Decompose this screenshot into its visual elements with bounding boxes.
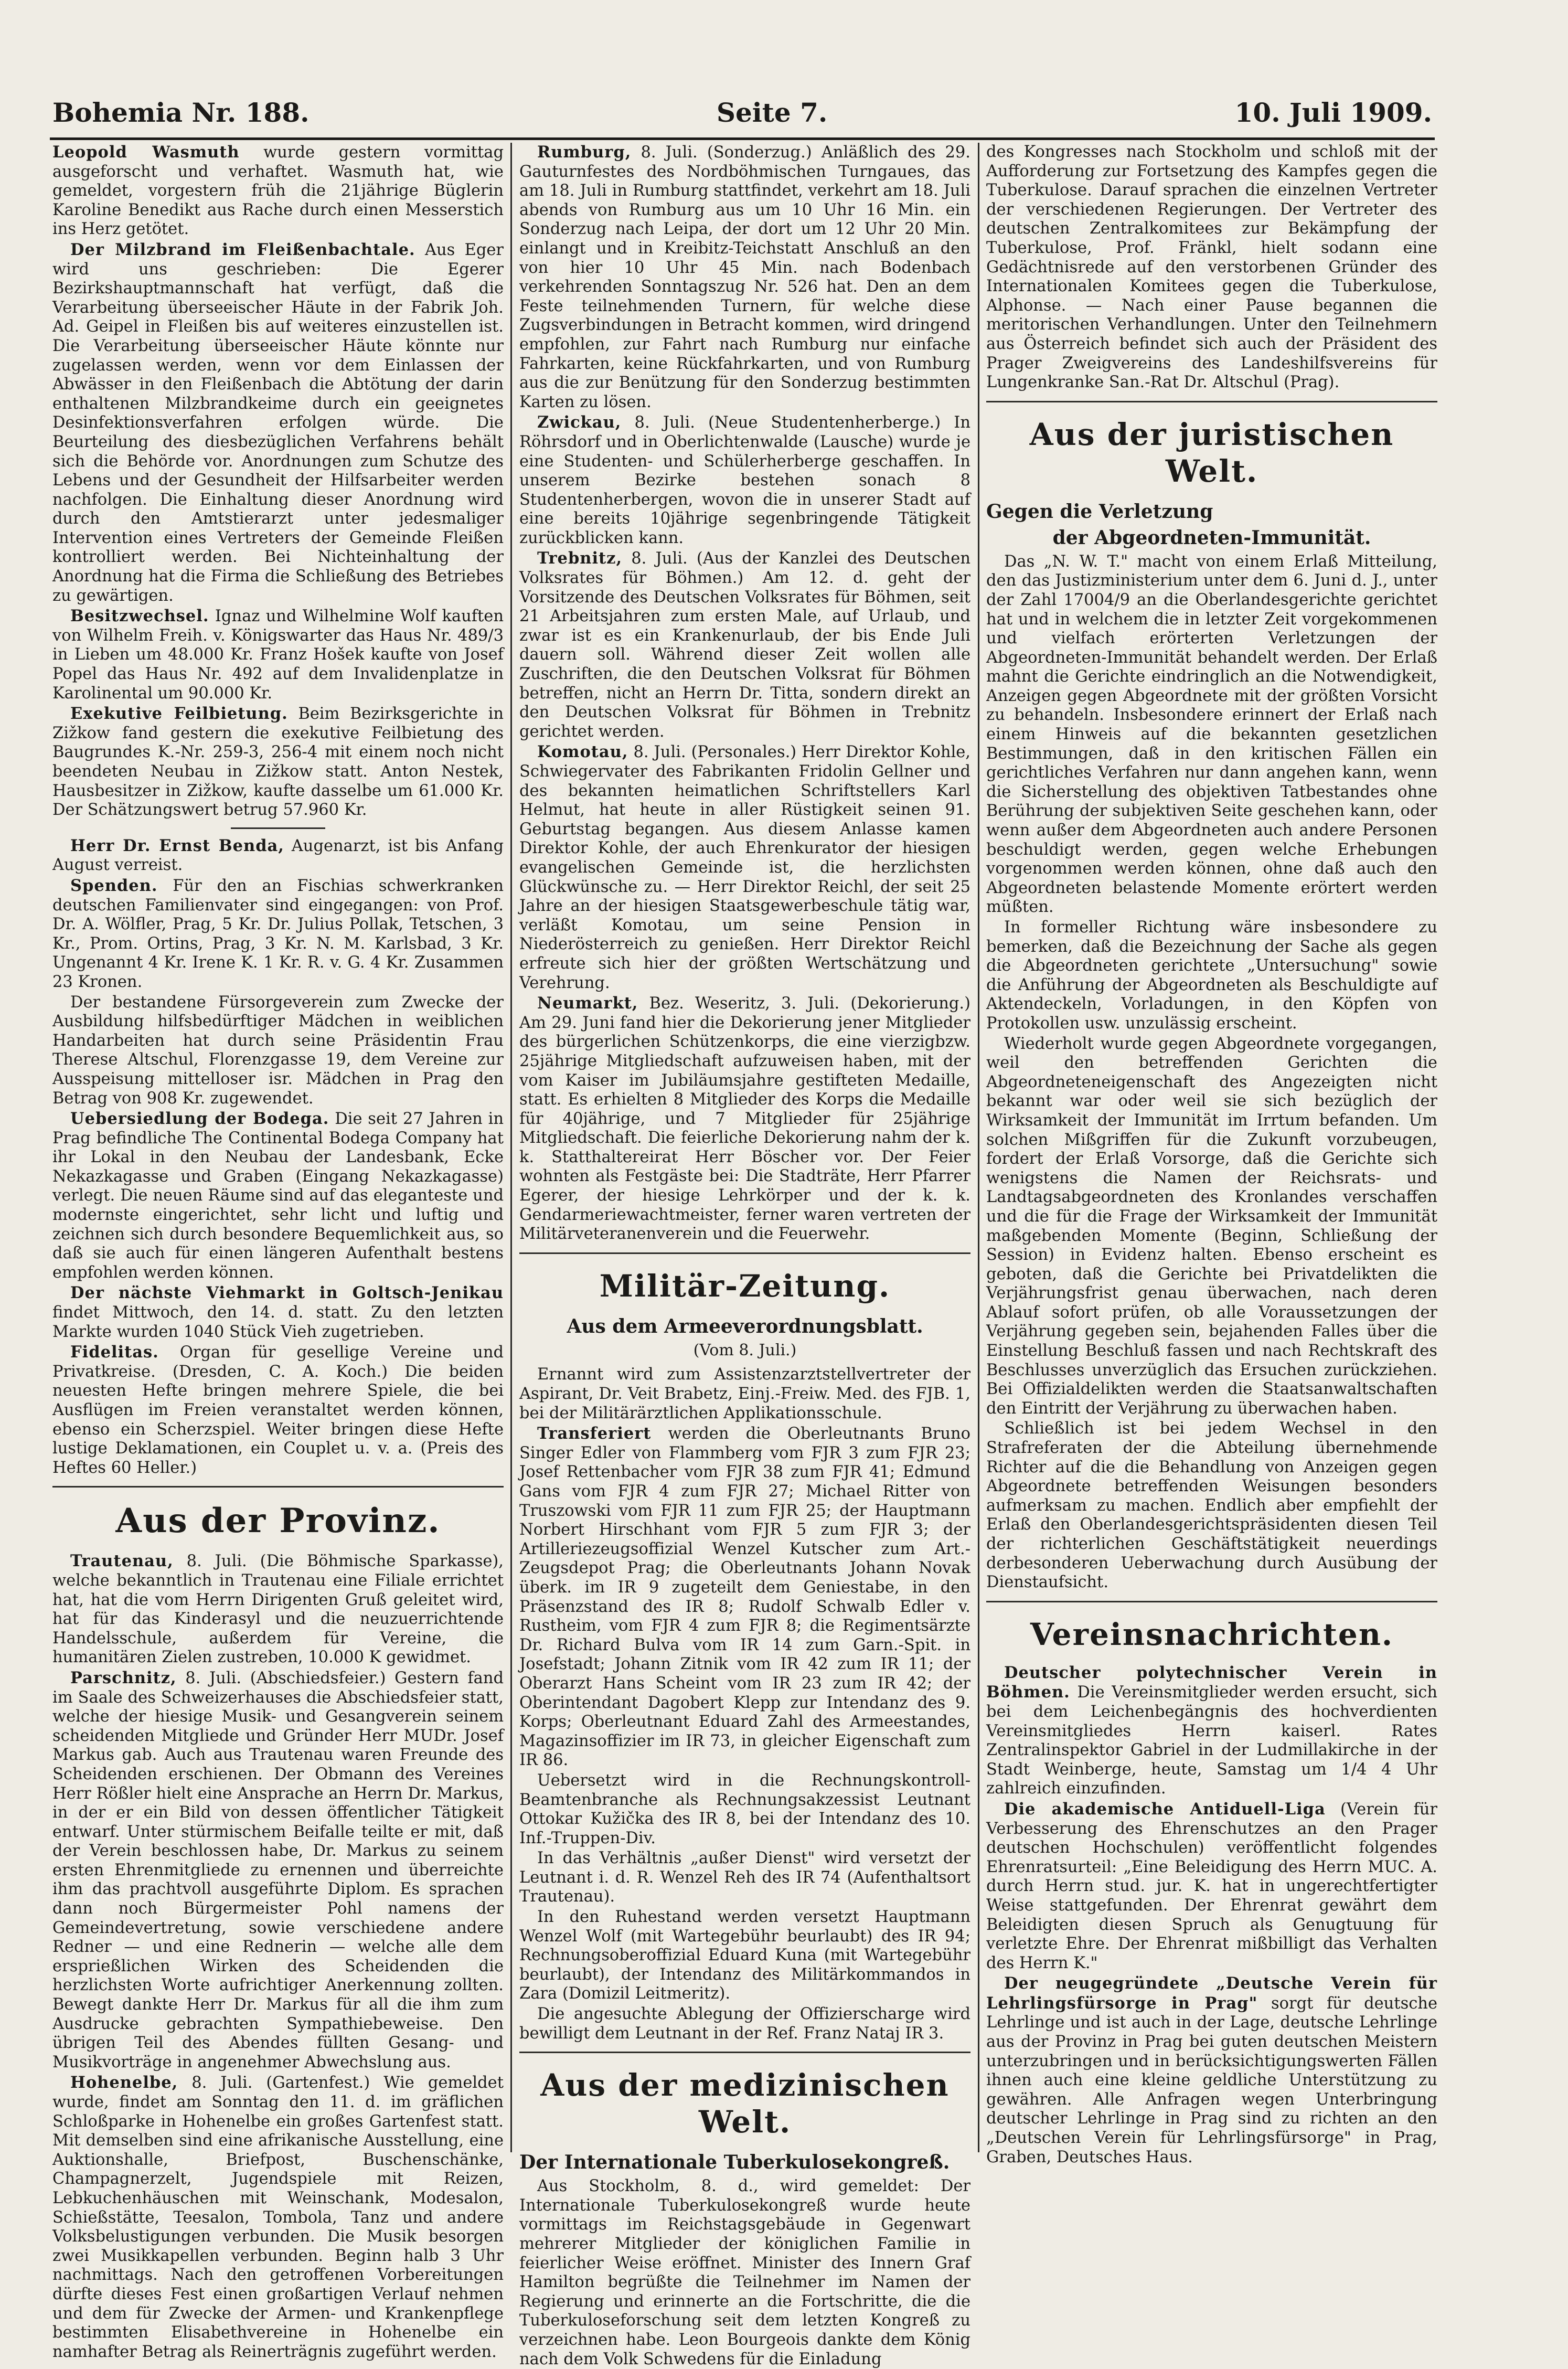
article [52,1343,504,1478]
article-text: Uebersetzt wird in die Rechnungskontroll-Beamtenbranche als Rechnungsakzessist Leutnant Ottokar Kužička des IR 8, bei der Intendanz des 10. Inf.-Truppen-Div. [519,1771,970,1847]
divider [231,827,325,829]
article-lead: Besitzwechsel. [70,607,209,626]
article [52,2073,504,2362]
article-text: Der bestandene Fürsorgeverein zum Zwecke der Ausbildung hilfsbedürftiger Mädchen in weiblichen Handarbeiten hat durch seine Präsidentin Frau Therese Altschul, Florenzgasse 19, dem Vereine zur Ausspeisung mittelloser isr. Mädchen in Prag den Betrag von 908 Kr. zugewendet. [52,993,504,1108]
article-text: Aus Eger wird uns geschrieben: Die Egerer Bezirkshauptmannschaft hat verfügt, daß die Verarbeitung überseeischer Häute in der Fabrik Joh. Ad. Geipel in Fleißen bis auf weiteres einzustellen ist. Die Verarbeitung überseeischer Häute könnte nur zugelassen werden, wenn vor dem Einlassen der Abwässer in den Fleißenbach die Abtötung der darin enthaltenen Milzbrandkeime durch ein geeignetes Desinfektionsverfahren erfolgen würde. Die Beurteilung des diesbezüglichen Verfahrens behält sich die Behörde vor. Anordnungen zum Schutze des Lebens und der Gesundheit der Hilfsarbeiter werden nachfolgen. Die Einhaltung dieser Anordnung wird durch den Amtstierarzt unter jedesmaliger Intervention eines Vertreters der Gemeinde Fleißen kontrolliert werden. Bei Nichteinhaltung der Anordnung hat die Firma die Schließung des Betriebes zu gewärtigen. [52,240,504,605]
article [52,993,504,1109]
article-text: 8. Juli. (Neue Studentenherberge.) In Röhrsdorf und in Oberlichtenwalde (Lausche) wurde je eine Studenten- und Schülerherberge geschaffen. In unserem Bezirke bestehen sonach 8 Studentenherbergen, wovon die in unserer Stadt auf eine bereits 10jährige segenbringende Tätigkeit zurückblicken kann. [519,413,970,547]
header-rule [50,137,1435,140]
article-text: Die angesuchte Ablegung der Offizierscharge wird bewilligt dem Leutnant in der Ref. Franz Nataj IR 3. [519,2005,970,2043]
article-text: 8. Juli. (Aus der Kanzlei des Deutschen Volksrates für Böhmen.) Am 12. d. geht der Vorsitzende des Deutschen Volksrates für Böhmen, seit 21 Arbeitsjahren zum ersten Male, auf Urlaub, und zwar ist es ein Krankenurlaub, der bis Ende Juli dauern soll. Während dieser Zeit wollen alle Zuschriften, die den Deutschen Volksrat für Böhmen betreffen, nicht an Herrn Dr. Titta, sondern direkt an den Deutschen Volksrat für Böhmen in Trebnitz gerichtet werden. [519,549,970,741]
article-lead: Fidelitas. [70,1343,159,1362]
article [986,553,1437,917]
article [519,1424,970,1770]
article-text: Organ für gesellige Vereine und Privatkreise. (Dresden, C. A. Koch.) Die beiden neuesten Hefte bringen mehrere Spiele, die bei Ausflügen im Freien veranstaltet werden können, ebenso ein Scherzspiel. Weiter bringen diese Hefte lustige Deklamationen, ein Couplet u. v. a. (Preis des Heftes 60 Heller.) [52,1343,504,1477]
article-text: 8. Juli. (Die Böhmische Sparkasse), welche bekanntlich in Trautenau eine Filiale errichtet hat, hat die vom Herrn Dirigenten Gruß geleitet wird, hat für das Kinderasyl und die neuzuerrichtende Handelsschule, außerdem für Vereine, die humanitären Zielen zustreben, 10.000 K gewidmet. [52,1552,504,1667]
article [519,2177,970,2369]
article-text: sorgt für deutsche Lehrlinge und ist auch in der Lage, deutsche Lehrlinge aus der Provinz in Prag bei guten deutschen Meistern unterzubringen und in berücksichtigungswerten Fällen ihnen auch eine kleine geldliche Unterstützung zu gewähren. Alle Anfragen wegen Unterbringung deutscher Lehrlinge in Prag sind zu richten an den „Deutschen Verein für Lehrlingsfürsorge" in Prag, Graben, Deutsches Haus. [986,1994,1437,2166]
article-text: Beim Bezirksgerichte in Zižkow fand gestern die exekutive Feilbietung des Baugrundes K.-Nr. 259-3, 256-4 mit einem noch nicht beendeten Neubau in Zižkow statt. Anton Nestek, Hausbesitzer in Zižkow, kaufte dasselbe um 61.000 Kr. Der Schätzungswert betrug 57.960 Kr. [52,705,504,820]
article-text: In den Ruhestand werden versetzt Hauptmann Wenzel Wolf (mit Wartegebühr beurlaubt) des IR 94; Rechnungsoberoffizial Eduard Kuna (mit Wartegebühr beurlaubt), der Intendanz des Militärkommandos in Zara (Domizil Leitmeritz). [519,1908,970,2003]
article [986,1800,1437,1973]
subheading: Gegen die Verletzung [986,500,1213,523]
article [519,1771,970,1848]
article [52,240,504,605]
article-lead: Transferiert [537,1424,652,1443]
article-text: des Kongresses nach Stockholm und schloß mit der Aufforderung zur Fortsetzung des Kampfes gegen die Tuberkulose. Darauf sprachen die einzelnen Vertreter der verschiedenen Regierungen. Der Vertreter des deutschen Zentralkomitees zur Bekämpfung der Tuberkulose, Prof. Fränkl, hielt sodann eine Gedächtnisrede auf den verstorbenen Gründer des Internationalen Komitees gegen die Tuberkulose, Alphonse. — Nach einer Pause begannen die meritorischen Verhandlungen. Unter den Teilnehmern aus Österreich befindet sich auch der Präsident des Prager Zweigvereins des Landeshilfsvereins für Lungenkranke San.-Rat Dr. Altschul (Prag). [986,143,1437,392]
article-lead: Die akademische Antiduell-Liga [1004,1799,1326,1819]
article-text: Wiederholt wurde gegen Abgeordnete vorgegangen, weil den betreffenden Gerichten die Abgeordneteneigenschaft des Angezeigten nicht bekannt war oder weil sie sich bezüglich der Wirksamkeit der Immunität im Irrtum befanden. Um solchen Mißgriffen für die Zukunft vorzubeugen, fordert der Erlaß Vorsorge, daß die Gerichte sich wenigstens die Namen der Reichsrats- und Landtagsabgeordneten des Kronlandes verschaffen und die für die Frage der Wirksamkeit der Immunität maßgebenden Momente (Beginn, Schließung der Session) in Evidenz halten. Ebenso erscheint es geboten, daß die Gerichte bei Privatdelikten die Verjährungsfrist genau überwachen, nach deren Ablauf sofort prüfen, ob alle Voraussetzungen der Verjährung gegeben sein, bejahenden Falles über die Einstellung Beschluß fassen und nach Rechtskraft des Beschlusses unverzüglich das Ersuchen zurückziehen. Bei Offizialdelikten werden die Staatsanwaltschaften den Eintritt der Verjährung zu überwachen haben. [986,1034,1437,1418]
article-lead: Komotau, [537,742,628,762]
article-text: In das Verhältnis „außer Dienst" wird versetzt der Leutnant i. d. R. Wenzel Reh des IR 74 (Aufenthaltsort Trautenau). [519,1849,970,1906]
column-3 [986,143,1437,2166]
section-rule [52,1486,504,1488]
article [986,1663,1437,1799]
article-text: 8. Juli. (Personales.) Herr Direktor Kohle, Schwiegervater des Fabrikanten Fridolin Gellner und des bekannten heimatlichen Schriftstellers Karl Helmut, hat heute in aller Rüstigkeit seinen 91. Geburtstag begangen. Aus diesem Anlasse kamen Direktor Kohle, der auch Ehrenkurator der hiesigen evangelischen Gemeinde ist, die herzlichsten Glückwünsche zu. — Herr Direktor Reichl, der seit 25 Jahre an der hiesigen Staatsgewerbeschule tätig war, verläßt Komotau, um seine Pension in Niederösterreich zu genießen. Herr Direktor Reichl erfreute sich hier der größten Wertschätzung und Verehrung. [519,743,970,992]
article-text: Die Vereinsmitglieder werden ersucht, sich bei dem Leichenbegängnis des hochverdienten Vereinsmitgliedes Herrn kaiserl. Rates Zentralinspektor Gabriel in der Ludmillakirche in der Stadt Weinberge, heute, Samstag um 1/4 4 Uhr zahlreich einzufinden. [986,1683,1437,1798]
article-text: Augenarzt, ist bis Anfang August verreist. [52,836,504,875]
column-2 [519,143,970,2368]
article-lead: Leopold Wasmuth [52,143,240,162]
section-heading: Vereinsnachrichten. [1030,1616,1394,1652]
article-lead: Spenden. [70,876,158,895]
article [519,549,970,741]
article-lead: Uebersiedlung der Bodega. [70,1109,329,1129]
article [986,143,1437,392]
header-date: 10. Juli 1909. [1234,97,1432,128]
article [519,143,970,412]
section-heading: Militär-Zeitung. [599,1268,891,1304]
article [519,742,970,993]
article-text: Bez. Weseritz, 3. Juli. (Dekorierung.) Am 29. Juni fand hier die Dekorierung jener Mitglieder des bürgerlichen Schützenkorps, die eine vierzigbzw. 25jährige Mitgliedschaft aufzuweisen haben, mit der vom Kaiser im Jubiläumsjahre gestifteten Medaille, statt. Es erhielten 8 Mitglieder des Korps die Medaille für 40jährige, und 7 Mitglieder für 25jährige Mitgliedschaft. Die feierliche Dekorierung nahm der k. k. Statthaltereirat Herr Böscher vor. Der Feier wohnten als Festgäste bei: Die Stadträte, Herr Pfarrer Egerer, der hiesige Lehrkörper und der k. k. Gendarmeriewachtmeister, ferner waren vertreten der Militärveteranenverein und die Feuerwehr. [519,994,970,1244]
article-text: (Verein für Verbesserung des Ehrenschutzes an den Prager deutschen Hochschulen) veröffentlicht folgendes Ehrenratsurteil: „Eine Beleidigung des Herrn MUC. A. durch Herrn stud. jur. K. hat in ungerechtfertigter Weise stattgefunden. Der Ehrenrat gewährt dem Beleidigten diesen Spruch als Genugtuung für verletzte Ehre. Der Ehrenrat mißbilligt das Verhalten des Herrn K." [986,1800,1437,1972]
article-text: Aus Stockholm, 8. d., wird gemeldet: Der Internationale Tuberkulosekongreß wurde heute vormittags im Reichstagsgebäude in Gegenwart mehrerer Mitglieder der königlichen Familie in feierlicher Weise eröffnet. Minister des Innern Graf Hamilton begrüßte die Teilnehmer im Namen der Regierung und erinnerte an die Fortschritte, die die Tuberkuloseforschung seit dem letzten Kongreß zu verzeichnen habe. Leon Bourgeois dankte dem König nach dem Volk Schwedens für die Einladung [519,2177,970,2368]
article [519,1908,970,2004]
article [52,607,504,703]
section-rule [519,2052,970,2053]
article-lead: Deutscher polytechnischer Verein in Böhmen. [986,1663,1437,1702]
article [986,1974,1437,2167]
article-lead: Neumarkt, [537,994,638,1013]
subheading-date: (Vom 8. Juli.) [693,1341,797,1359]
column-divider [978,143,979,2152]
subheading: Der Internationale Tuberkulosekongreß. [519,2151,950,2174]
article [52,1669,504,2072]
column-1 [52,143,504,2361]
article-text: Schließlich ist bei jedem Wechsel in den Strafreferaten der die Abteilung übernehmende Richter auf die die Behandlung von Anzeigen gegen Abgeordnete betreffenden Weisungen besonders aufmerksam zu machen. Endlich aber empfiehlt der Erlaß den Oberlandesgerichtspräsidenten diesen Teil der richterlichen Geschäftstätigkeit neuerdings derbesonderen Ueberwachung durch Ausübung der Dienstaufsicht. [986,1419,1437,1592]
article [519,1365,970,1423]
article-lead: Exekutive Feilbietung. [70,704,288,724]
article-text: Die seit 27 Jahren in Prag befindliche The Continental Bodega Company hat ihr Lokal in den Neubau der Landesbank, Ecke Nekazkagasse und Graben (Eingang Nekazkagasse) verlegt. Die neuen Räume sind auf das eleganteste und modernste eingerichtet, sehr licht und luftig und zeichnen sich durch besondere Bequemlichkeit aus, so daß sie auch für einen längeren Aufenthalt bestens empfohlen werden können. [52,1110,504,1282]
article-lead: Der Milzbrand im Fleißenbachtale. [70,240,415,259]
section-heading: Aus der Provinz. [115,1501,441,1541]
article-text: Für den an Fischias schwerkranken deutschen Familienvater sind eingegangen: von Prof. Dr. A. Wölfler, Prag, 5 Kr. Dr. Julius Pollak, Tetschen, 3 Kr., Prom. Ortins, Prag, 3 Kr. N. M. Karlsbad, 3 Kr. Ungenannt 4 Kr. Irene K. 1 Kr. R. v. G. 4 Kr. Zusammen 23 Kronen. [52,876,504,991]
article-lead: Hohenelbe, [70,2073,178,2092]
article-text: Ernannt wird zum Assistenzarztstellvertreter der Aspirant, Dr. Veit Brabetz, Einj.-Freiw. Med. des FJB. 1, bei der Militärärztlichen Applikationsschule. [519,1365,970,1422]
page-header [52,97,1432,128]
article [52,1283,504,1342]
article [519,1849,970,1907]
subheading: Aus dem Armeeverordnungsblatt. [567,1315,923,1337]
article-text: werden die Oberleutnants Bruno Singer Edler von Flammberg vom FJR 3 zum FJR 23; Josef Rettenbacher vom FJR 38 zum FJR 41; Edmund Gans vom FJR 4 zum FJR 27; Michael Ritter von Truszowski vom FJR 11 zum FJR 25; der Hauptmann Norbert Hirschhant vom FJR 5 zum FJR 3; der Artilleriezeugsoffizial Wenzel Kutscher zum Art.-Zeugsdepot Prag; die Oberleutnants Johann Novak überk. im IR 9 zugeteilt dem Geniestabe, in den Präsenzstand des IR 8; Rudolf Schwalb Edler v. Rustheim, vom FJR 4 zum FJR 8; die Regimentsärzte Dr. Richard Bulva vom IR 14 zum Garn.-Spit. in Josefstadt; Johann Zitnik vom IR 42 zum IR 11; der Oberarzt Hans Scheint vom IR 23 zum IR 42; der Oberintendant Dagobert Klepp zur Intendanz des 9. Korps; Oberleutnant Eduard Zahl des Armeestandes, Magazinsoffizier im IR 73, in gleicher Eigenschaft zum IR 86. [519,1425,970,1770]
article-lead: Der nächste Viehmarkt in Goltsch-Jenikau [70,1283,504,1303]
article [52,876,504,992]
article [52,836,504,875]
subheading: der Abgeordneten-Immunität. [1052,526,1371,549]
article-lead: Der neugegründete „Deutsche Verein für Lehrlingsfürsorge in Prag" [986,1974,1437,2013]
section-heading: Aus der juristischen Welt. [1029,416,1394,489]
article-lead: Herr Dr. Ernst Benda, [70,836,284,855]
article-text: 8. Juli. (Sonderzug.) Anläßlich des 29. Gauturnfestes des Nordböhmischen Turngaues, das am 18. Juli in Rumburg stattfindet, verkehrt am 18. Juli abends von Rumburg aus um 10 Uhr 16 Min. ein Sonderzug nach Leipa, der dort um 12 Uhr 20 Min. einlangt und in Kreibitz-Teichstatt Anschluß an den von hier 10 Uhr 45 Min. nach Bodenbach verkehrenden Sonntagszug Nr. 526 hat. Den an dem Feste teilnehmenden Turnern, für welche diese Zugsverbindungen in Betracht kommen, wird dringend empfohlen, zur Fahrt nach Rumburg nur einfache Fahrkarten, keine Rückfahrkarten, und von Rumburg aus die zur Benützung für den Sonderzug bestimmten Karten zu lösen. [519,143,970,411]
article-text: In formeller Richtung wäre insbesondere zu bemerken, daß die Bezeichnung der Sache als gegen die Abgeordneten gerichtete „Untersuchung" sowie die Anführung der Abgeordneten als Beschuldigte auf Aktendeckeln, Vorladungen, in den Köpfen von Protokollen usw. unzulässig erscheint. [986,918,1437,1033]
article-text: findet Mittwoch, den 14. d. statt. Zu den letzten Markte wurden 1040 Stück Vieh zugetrieben. [52,1303,504,1341]
article [52,143,504,239]
article [519,2005,970,2043]
section-rule [986,401,1437,402]
header-page-number: Seite 7. [716,97,828,128]
article-text: wurde gestern vormittag ausgeforscht und verhaftet. Wasmuth hat, wie gemeldet, vorgestern früh die 21jährige Büglerin Karoline Benedikt aus Rache durch einen Messerstich ins Herz getötet. [52,143,504,239]
article-lead: Rumburg, [537,143,632,162]
article [986,918,1437,1034]
article-text: Ignaz und Wilhelmine Wolf kauften von Wilhelm Freih. v. Königswarter das Haus Nr. 489/3 in Lieben um 48.000 Kr. Franz Hošek kaufte von Josef Popel das Haus Nr. 492 auf dem Invalidenplatze in Karolinental um 90.000 Kr. [52,607,504,703]
article [986,1419,1437,1592]
article-lead: Trautenau, [70,1552,174,1571]
article-text: Das „N. W. T." macht von einem Erlaß Mitteilung, den das Justizministerium unter dem 6. Juni d. J., unter der Zahl 17004/9 an die Oberlandesgerichte gerichtet hat und in welchem die in letzter Zeit vorgekommenen und vielfach erörterten Verletzungen der Abgeordneten-Immunität behandelt werden. Der Erlaß mahnt die Gerichte eindringlich an die Notwendigkeit, Anzeigen gegen Abgeordnete mit der größten Vorsicht zu behandeln. Insbesondere erinnert der Erlaß nach einem Hinweis auf die bekannten gesetzlichen Bestimmungen, daß in den kritischen Fällen ein gerichtliches Verfahren nur dann angehen kann, wenn die Sicherstellung des objektiven Tatbestandes ohne Berührung der subjektiven Seite geschehen kann, oder wenn außer dem Abgeordneten auch andere Personen beschuldigt werden, gegen welche Erhebungen vorgenommen werden können, ohne daß auch den Abgeordneten belastende Momente erörtert werden müßten. [986,552,1437,917]
article [519,413,970,548]
article-lead: Trebnitz, [537,549,623,568]
article [986,1035,1437,1419]
article-text: 8. Juli. (Gartenfest.) Wie gemeldet wurde, findet am Sonntag den 11. d. im gräflichen Schloßparke in Hohenelbe ein großes Gartenfest statt. Mit demselben sind eine afrikanische Ausstellung, eine Auktionshalle, Briefpost, Buschenschänke, Champagnerzelt, Jugendspiele mit Reizen, Lebkuchenhäuschen mit Weinschank, Modesalon, Schießstätte, Teesalon, Tombola, Tanz und andere Volksbelustigungen verbunden. Die Musik besorgen zwei Musikkapellen verbunden. Beginn halb 3 Uhr nachmittags. Nach den getroffenen Vorbereitungen dürfte dieses Fest einen großartigen Verlauf nehmen und dem für Zwecke der Armen- und Krankenpflege bestimmten Elisabethvereine in Hohenelbe ein namhafter Betrag als Reinerträgnis zugeführt werden. [52,2074,504,2361]
section-rule [519,1252,970,1254]
section-heading: Aus der medizinischen Welt. [540,2067,950,2140]
header-issue: Bohemia Nr. 188. [52,97,310,128]
section-rule [986,1601,1437,1602]
article [52,704,504,820]
article-lead: Zwickau, [537,413,622,432]
article [519,994,970,1244]
article [52,1109,504,1282]
article-text: 8. Juli. (Abschiedsfeier.) Gestern fand im Saale des Schweizerhauses die Abschiedsfeier statt, welche der hiesige Musik- und Gesangverein seinem scheidenden Mitgliede und Gründer Herr MUDr. Josef Markus gab. Auch aus Trautenau waren Freunde des Scheidenden erschienen. Der Obmann des Vereines Herr Rößler hielt eine Ansprache an Herrn Dr. Markus, in der er ein Bild von dessen öffentlicher Tätigkeit entwarf. Unter stürmischem Beifalle teilte er mit, daß der Verein beschlossen habe, Dr. Markus zu seinem ersten Ehrenmitgliede zu ernennen und überreichte ihm das prachtvoll ausgeführte Diplom. Es sprachen dann noch Bürgermeister Pohl namens der Gemeindevertretung, sowie verschiedene andere Redner — und eine Rednerin — welche alle dem ersprießlichen Wirken des Scheidenden die herzlichsten Worte aufrichtiger Anerkennung zollten. Bewegt dankte Herr Dr. Markus für all die ihm zum Ausdrucke gebrachten Sympathiebeweise. Den übrigen Teil des Abendes füllten Gesang- und Musikvorträge in angenehmer Abwechslung aus. [52,1669,504,2071]
column-divider [510,143,512,2152]
article-lead: Parschnitz, [70,1668,177,1687]
article [52,1552,504,1667]
